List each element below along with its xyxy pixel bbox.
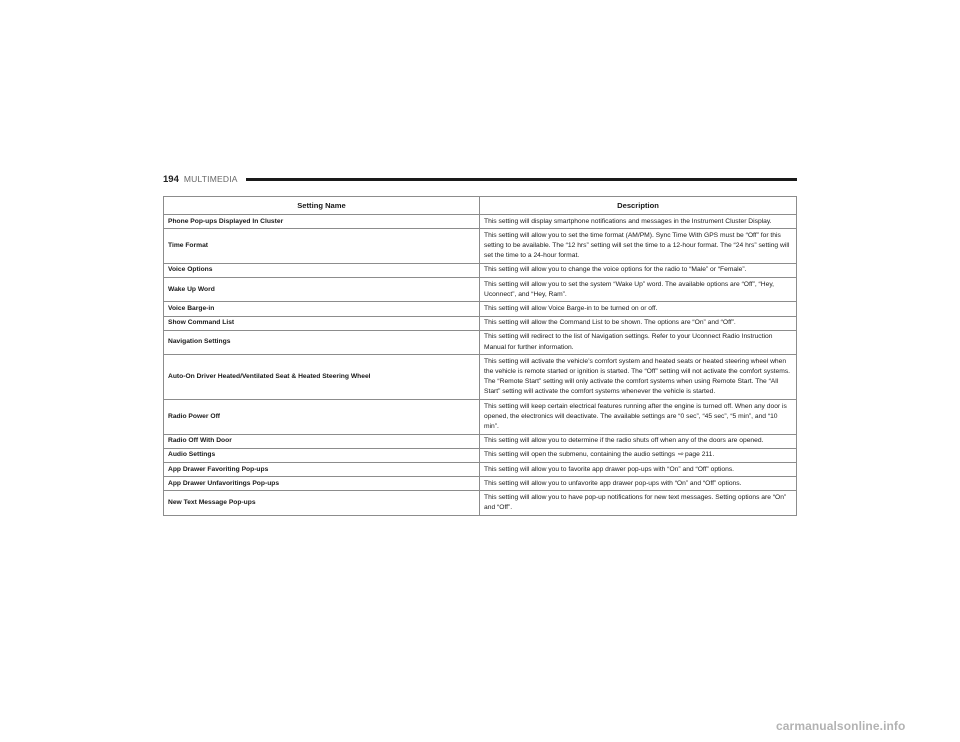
description-text: This setting will allow you to change the voice options for the radio to “Male” or “Female”.: [484, 266, 747, 274]
setting-name-cell: Navigation Settings: [164, 330, 480, 354]
setting-name-cell: Voice Options: [164, 263, 480, 277]
setting-name-cell: Auto-On Driver Heated/Ventilated Seat & Heated Steering Wheel: [164, 355, 480, 400]
table-row: [164, 302, 797, 316]
setting-description-cell: [480, 330, 797, 354]
setting-name-cell: Wake Up Word: [164, 278, 480, 302]
description-text: This setting will allow Voice Barge-in to be turned on or off.: [484, 304, 658, 312]
setting-description-cell: [480, 355, 797, 400]
setting-description-cell: [480, 434, 797, 448]
description-text: This setting will display smartphone notifications and messages in the Instrument Cluster Display.: [484, 217, 772, 225]
page-number: 194: [163, 173, 179, 185]
table-row: [164, 463, 797, 477]
table-row: [164, 448, 797, 462]
page-reference-link[interactable]: page 211.: [684, 451, 715, 459]
table-row: [164, 278, 797, 302]
setting-description-cell: [480, 491, 797, 515]
description-text: This setting will allow you to determine if the radio shuts off when any of the doors are opened.: [484, 437, 764, 445]
section-title: MULTIMEDIA: [183, 174, 238, 184]
table-row: [164, 434, 797, 448]
setting-name-cell: Time Format: [164, 229, 480, 264]
table-row: [164, 400, 797, 435]
setting-name-cell: Voice Barge-in: [164, 302, 480, 316]
header-rule: [246, 178, 797, 181]
setting-name-cell: Audio Settings: [164, 448, 480, 462]
setting-description-cell: [480, 477, 797, 491]
setting-description-cell: [480, 400, 797, 435]
setting-description-cell: [480, 263, 797, 277]
table-row: [164, 491, 797, 515]
table-row: [164, 355, 797, 400]
table-header-row: [164, 197, 797, 215]
setting-name-cell: Radio Off With Door: [164, 434, 480, 448]
description-text: This setting will allow you to set the time format (AM/PM). Sync Time With GPS must be “Off” for this setting to be available. The “12 hrs” setting will set the time to a 12-hour format. The “24 hrs” setting will set the time to a 24-hour format.: [484, 231, 790, 260]
page-header: [163, 172, 797, 186]
setting-description-cell: [480, 278, 797, 302]
setting-name-cell: Phone Pop-ups Displayed In Cluster: [164, 215, 480, 229]
description-text: This setting will redirect to the list of Navigation settings. Refer to your Uconnect Radio Instruction Manual for further information.: [484, 333, 773, 351]
setting-name-cell: App Drawer Unfavoritings Pop-ups: [164, 477, 480, 491]
description-text: This setting will allow you to unfavorite app drawer pop-ups with “On” and “Off” options.: [484, 479, 742, 487]
table-row: [164, 263, 797, 277]
table-row: [164, 316, 797, 330]
setting-name-cell: New Text Message Pop-ups: [164, 491, 480, 515]
setting-description-cell: [480, 229, 797, 264]
watermark: carmanualsonline.info: [776, 719, 906, 733]
table-row: [164, 330, 797, 354]
description-text: This setting will keep certain electrical features running after the engine is turned off. When any door is opened, the electronics will deactivate. The available settings are “0 sec”, “45 sec”, “5 min”, and “10 min”.: [484, 402, 787, 430]
setting-description-cell: [480, 215, 797, 229]
setting-name-cell: App Drawer Favoriting Pop-ups: [164, 463, 480, 477]
column-header-description: Description: [480, 197, 797, 215]
description-text: This setting will allow you to set the system “Wake Up” word. The available options are “Off”, “Hey, Uconnect”, and “Hey, Ram”.: [484, 280, 775, 298]
description-text: This setting will allow you to have pop-up notifications for new text messages. Setting options are “On” and “Off”.: [484, 493, 787, 512]
table-row: [164, 477, 797, 491]
setting-description-cell: [480, 302, 797, 316]
table-body: [164, 215, 797, 516]
setting-name-cell: Radio Power Off: [164, 400, 480, 435]
setting-description-cell: [480, 316, 797, 330]
table-row: [164, 215, 797, 229]
settings-table: [163, 196, 797, 516]
setting-description-cell: [480, 463, 797, 477]
setting-name-cell: Show Command List: [164, 316, 480, 330]
column-header-setting-name: Setting Name: [164, 197, 480, 215]
description-text: This setting will activate the vehicle’s comfort system and heated seats or heated steering wheel when the vehicle is remote started or ignition is started. The “Off” setting will not activate the comfort systems. The “Remote Start” setting will only activate the comfort systems when using Remote Start. The “All Start” setting will activate the comfort systems whenever the vehicle is started.: [484, 357, 791, 396]
description-text: This setting will open the submenu, containing the audio settings: [484, 451, 676, 459]
setting-description-cell: [480, 448, 797, 462]
arrow-reference-icon: ⇨: [678, 451, 684, 459]
table-row: [164, 229, 797, 264]
description-text: This setting will allow the Command List to be shown. The options are “On” and “Off”.: [484, 319, 736, 327]
description-text: This setting will allow you to favorite app drawer pop-ups with “On” and “Off” options.: [484, 465, 735, 473]
